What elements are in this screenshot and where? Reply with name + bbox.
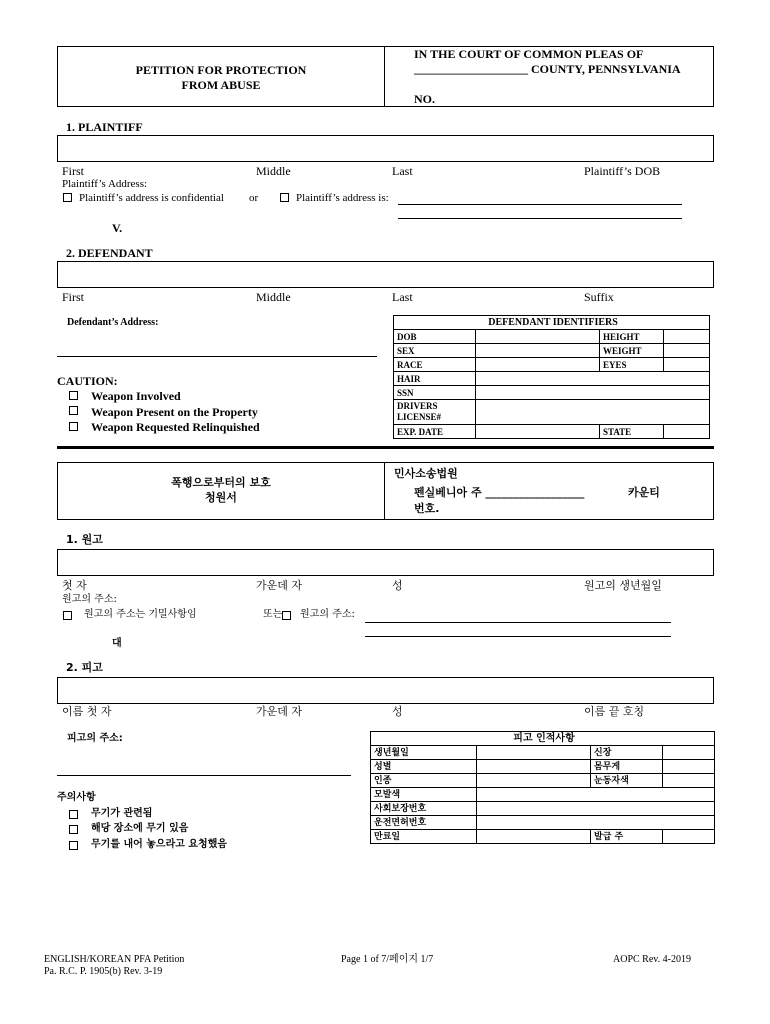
kr-id-state-label: 발급 주 <box>591 830 663 844</box>
kr-id-eyes-value[interactable] <box>663 774 715 788</box>
kr-defendant-heading: 2. 피고 <box>66 661 103 674</box>
kr-plaintiff-middle-label: 가운데 자 <box>256 579 303 592</box>
en-court-no: NO. <box>414 92 435 106</box>
en-caution-checkbox-2[interactable] <box>69 406 78 415</box>
kr-defendant-address-label: 피고의 주소: <box>67 733 123 744</box>
kr-id-license-label: 운전면허번호 <box>371 816 477 830</box>
en-id-state-value[interactable] <box>664 425 710 439</box>
kr-address-checkbox[interactable] <box>282 611 291 620</box>
en-id-dob-label: DOB <box>394 330 476 344</box>
kr-versus: 대 <box>112 638 122 649</box>
kr-id-hair-label: 모발색 <box>371 788 477 802</box>
footer-revision: AOPC Rev. 4-2019 <box>613 954 691 965</box>
kr-id-hair-value[interactable] <box>477 788 715 802</box>
kr-caution-item-1: 무기가 관련됨 <box>91 808 153 819</box>
en-defendant-middle-label: Middle <box>256 290 291 304</box>
kr-plaintiff-last-label: 성 <box>392 579 403 592</box>
kr-id-exp-label: 만료일 <box>371 830 477 844</box>
en-court-line2: ___________________ COUNTY, PENNSYLVANIA <box>414 62 681 76</box>
kr-title-line1: 폭행으로부터의 보호 <box>171 476 271 489</box>
en-id-eyes-label: EYES <box>600 358 664 372</box>
en-defendant-address-line[interactable] <box>57 356 377 357</box>
en-id-ssn-label: SSN <box>394 386 476 400</box>
section-divider <box>57 446 714 449</box>
kr-id-ssn-label: 사회보장번호 <box>371 802 477 816</box>
en-identifiers-table <box>393 315 710 439</box>
kr-plaintiff-name-field[interactable] <box>57 549 714 576</box>
kr-address-line-2[interactable] <box>365 636 671 637</box>
en-confidential-checkbox[interactable] <box>63 193 72 202</box>
en-versus: V. <box>112 221 123 235</box>
en-id-race-label: RACE <box>394 358 476 372</box>
kr-plaintiff-address-label: 원고의 주소: <box>62 594 117 605</box>
en-id-license-label <box>394 400 476 425</box>
en-id-height-value[interactable] <box>664 330 710 344</box>
kr-caution-checkbox-2[interactable] <box>69 825 78 834</box>
kr-plaintiff-heading: 1. 원고 <box>66 533 103 546</box>
kr-id-ssn-value[interactable] <box>477 802 715 816</box>
kr-title-line2: 청원서 <box>205 491 237 504</box>
kr-id-height-value[interactable] <box>663 746 715 760</box>
kr-id-exp-value[interactable] <box>477 830 591 844</box>
en-caution-item-1: Weapon Involved <box>91 389 181 403</box>
en-id-height-label: HEIGHT <box>600 330 664 344</box>
en-plaintiff-heading: 1. PLAINTIFF <box>66 120 143 134</box>
en-id-state-label: STATE <box>600 425 664 439</box>
en-court-line1: IN THE COURT OF COMMON PLEAS OF <box>414 47 644 61</box>
en-defendant-heading: 2. DEFENDANT <box>66 246 153 260</box>
en-id-license-value[interactable] <box>476 400 710 425</box>
kr-court-line1: 민사소송법원 <box>394 467 458 480</box>
en-caution-item-3: Weapon Requested Relinquished <box>91 420 260 434</box>
kr-defendant-address-line[interactable] <box>57 775 351 776</box>
en-caution-checkbox-3[interactable] <box>69 422 78 431</box>
kr-caution-heading: 주의사항 <box>57 792 96 803</box>
kr-confidential-label: 원고의 주소는 기밀사항임 <box>84 609 197 620</box>
en-id-hair-value[interactable] <box>476 372 710 386</box>
en-confidential-label: Plaintiff’s address is confidential <box>79 192 224 204</box>
kr-court-no: 번호. <box>414 502 440 515</box>
kr-id-state-value[interactable] <box>663 830 715 844</box>
footer-form-title: ENGLISH/KOREAN PFA Petition <box>44 954 185 965</box>
en-id-weight-value[interactable] <box>664 344 710 358</box>
en-plaintiff-dob-label: Plaintiff’s DOB <box>584 164 661 178</box>
en-title-line1: PETITION FOR PROTECTION <box>135 63 307 77</box>
kr-id-weight-label: 몸무게 <box>591 760 663 774</box>
kr-confidential-checkbox[interactable] <box>63 611 72 620</box>
kr-caution-checkbox-3[interactable] <box>69 841 78 850</box>
kr-identifiers-title: 피고 인적사항 <box>371 732 715 746</box>
kr-id-dob-value[interactable] <box>477 746 591 760</box>
en-or-text: or <box>249 192 259 204</box>
kr-id-weight-value[interactable] <box>663 760 715 774</box>
en-id-exp-label: EXP. DATE <box>394 425 476 439</box>
kr-id-dob-label: 생년월일 <box>371 746 477 760</box>
kr-or-text: 또는 <box>263 609 283 620</box>
kr-defendant-last-label: 성 <box>392 705 403 718</box>
en-plaintiff-name-field[interactable] <box>57 135 714 162</box>
en-id-dob-value[interactable] <box>476 330 600 344</box>
kr-defendant-first-label: 이름 첫 자 <box>62 705 112 718</box>
en-title-line2: FROM ABUSE <box>181 78 261 92</box>
kr-id-sex-value[interactable] <box>477 760 591 774</box>
en-id-exp-value[interactable] <box>476 425 600 439</box>
en-caution-checkbox-1[interactable] <box>69 391 78 400</box>
footer-page-number: Page 1 of 7/페이지 1/7 <box>341 954 434 965</box>
en-defendant-last-label: Last <box>392 290 413 304</box>
en-plaintiff-middle-label: Middle <box>256 164 291 178</box>
en-id-hair-label: HAIR <box>394 372 476 386</box>
en-defendant-first-label: First <box>62 290 85 304</box>
kr-id-race-label: 인종 <box>371 774 477 788</box>
en-caution-heading: CAUTION: <box>57 374 118 388</box>
kr-defendant-name-field[interactable] <box>57 677 714 704</box>
en-id-race-value[interactable] <box>476 358 600 372</box>
kr-plaintiff-dob-label: 원고의 생년월일 <box>584 579 662 592</box>
kr-identifiers-table <box>370 731 715 844</box>
kr-id-license-value[interactable] <box>477 816 715 830</box>
en-id-license-label-2: LICENSE# <box>397 412 442 422</box>
en-caution-item-2: Weapon Present on the Property <box>91 405 258 419</box>
kr-defendant-suffix-label: 이름 끝 호칭 <box>584 705 645 718</box>
kr-address-line-1[interactable] <box>365 622 671 623</box>
en-id-sex-value[interactable] <box>476 344 600 358</box>
en-plaintiff-address-label: Plaintiff’s Address: <box>62 178 148 190</box>
kr-id-sex-label: 성별 <box>371 760 477 774</box>
kr-caution-item-2: 해당 장소에 무기 있음 <box>91 823 189 834</box>
kr-caution-item-3: 무기를 내어 놓으라고 요청했음 <box>91 839 228 850</box>
en-defendant-suffix-label: Suffix <box>584 290 614 304</box>
en-id-ssn-value[interactable] <box>476 386 710 400</box>
kr-caution-checkbox-1[interactable] <box>69 810 78 819</box>
kr-defendant-middle-label: 가운데 자 <box>256 705 303 718</box>
kr-address-is-label: 원고의 주소: <box>300 609 355 620</box>
footer-rule-ref: Pa. R.C. P. 1905(b) Rev. 3-19 <box>44 966 163 977</box>
en-id-license-label-1: DRIVERS <box>397 401 438 411</box>
en-address-line-1[interactable] <box>398 204 682 205</box>
kr-court-line2b: 카운티 <box>628 486 660 499</box>
kr-plaintiff-first-label: 첫 자 <box>62 579 87 592</box>
en-id-weight-label: WEIGHT <box>600 344 664 358</box>
en-address-is-label: Plaintiff’s address is: <box>296 192 389 204</box>
en-id-eyes-value[interactable] <box>664 358 710 372</box>
kr-court-line2a: 펜실베니아 주 __________________ <box>414 486 585 499</box>
en-plaintiff-last-label: Last <box>392 164 413 178</box>
kr-id-height-label: 신장 <box>591 746 663 760</box>
en-plaintiff-first-label: First <box>62 164 85 178</box>
kr-id-eyes-label: 눈동자색 <box>591 774 663 788</box>
en-address-line-2[interactable] <box>398 218 682 219</box>
kr-id-race-value[interactable] <box>477 774 591 788</box>
en-defendant-name-field[interactable] <box>57 261 714 288</box>
en-address-checkbox[interactable] <box>280 193 289 202</box>
en-defendant-address-label: Defendant’s Address: <box>67 317 159 328</box>
en-identifiers-title: DEFENDANT IDENTIFIERS <box>394 316 710 330</box>
en-id-sex-label: SEX <box>394 344 476 358</box>
